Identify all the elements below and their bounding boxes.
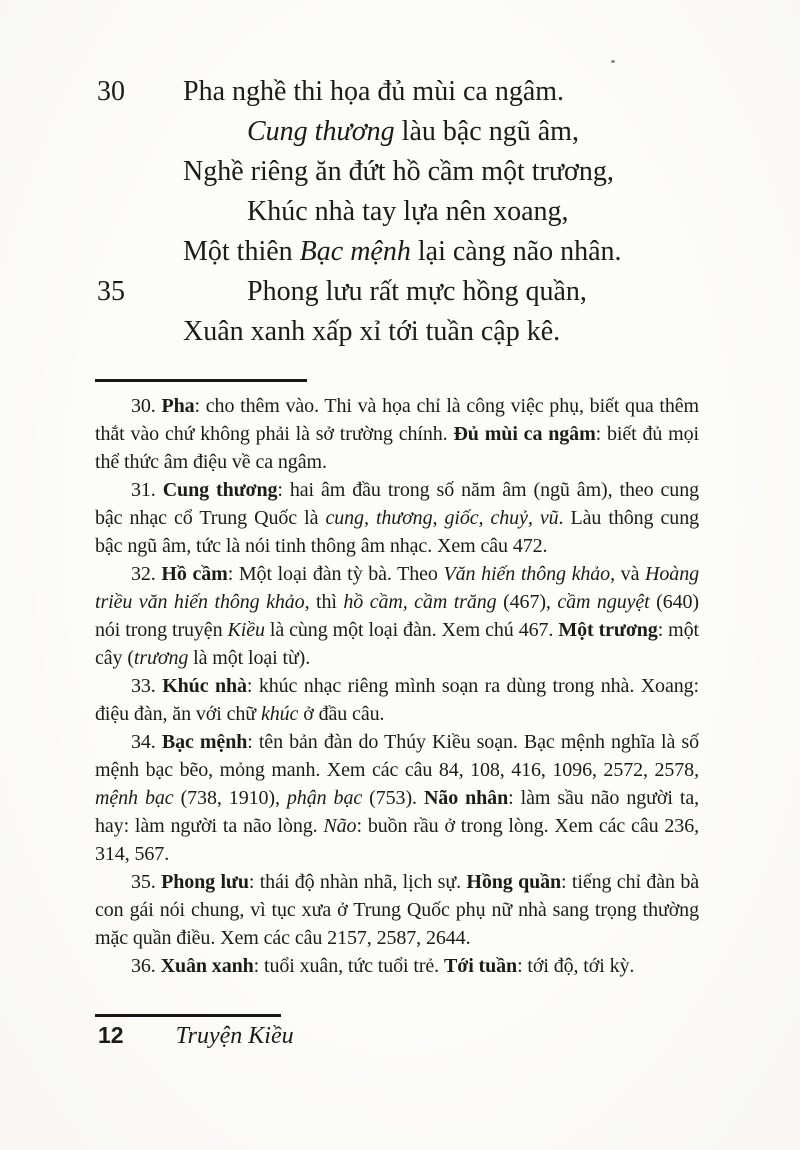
text-run: : tiếng chỉ đàn bà con gái nói chung, vì tục xưa ở Trung Quốc phụ nữ nhà sang trọng thường mặc quần điều. Xem các câu 2157, 2587, 2644. (95, 871, 699, 949)
text-run: Cung thương (247, 116, 395, 147)
footer-row (95, 1022, 699, 1050)
text-run: : hai âm đầu trong số năm âm (ngũ âm), theo cung bậc nhạc cổ Trung Quốc là (95, 479, 700, 529)
text-run: 32. (131, 563, 162, 585)
verse-text (247, 196, 569, 227)
poem-line (95, 312, 699, 352)
verse-text (247, 276, 587, 307)
text-run: 36. (131, 955, 161, 977)
poem-line (95, 272, 699, 312)
text-run: : một cây ( (95, 619, 699, 669)
text-run: cung, thương, giốc, chuỷ, vũ (325, 507, 559, 529)
text-run: : khúc nhạc riêng mình soạn ra dùng trong nhà. Xoang: điệu đàn, ăn với chữ (95, 675, 699, 725)
footnote-32 (95, 560, 699, 672)
text-run: Tới tuần (443, 955, 518, 977)
verse-number: 30 (97, 76, 125, 107)
text-run: : cho thêm vào. Thi và họa chỉ là công việc phụ, biết qua thêm thắt vào chứ không phải là sở trường chính. (95, 395, 699, 445)
verse-number: 35 (97, 276, 125, 307)
text-run: Não nhân (423, 787, 509, 809)
text-run: Kiều (227, 619, 265, 641)
text-run: : tuổi xuân, tức tuổi trẻ. (253, 955, 444, 977)
text-run: Khúc nhà (162, 675, 247, 697)
text-run: là cùng một loại đàn. Xem chú 467. (264, 619, 559, 641)
text-run: Đủ mùi ca ngâm (453, 423, 596, 445)
text-run: ở đầu câu. (298, 703, 385, 725)
verse-text (183, 236, 622, 267)
text-run: mệnh bạc (95, 787, 174, 809)
text-run: cầm nguyệt (557, 591, 650, 613)
text-run: 34. (131, 731, 162, 753)
text-run: Cung thương (162, 479, 278, 501)
footnote-31 (95, 476, 699, 560)
text-run: khúc (260, 703, 299, 725)
page-content (95, 0, 699, 980)
text-run: , thì (304, 591, 344, 613)
text-run: Nghề riêng ăn đứt hồ cầm một trương, (183, 156, 614, 187)
text-run: 31. (131, 479, 163, 501)
book-title: Truyện Kiều (175, 1022, 294, 1049)
text-run: trương (133, 647, 189, 669)
text-run: Pha nghề thi họa đủ mùi ca ngâm. (183, 76, 565, 107)
text-run: Văn hiến thông khảo (443, 563, 611, 585)
text-run: Một trương (558, 619, 658, 641)
text-run: (640) nói trong truyện (95, 591, 699, 641)
poem-line (95, 232, 699, 272)
text-run: hồ cầm, cầm trăng (343, 591, 497, 613)
text-run: Hồ cầm (161, 563, 228, 585)
poem-section (95, 0, 699, 352)
text-run: , và (610, 563, 646, 585)
page-footer (95, 1014, 699, 1050)
poem-line (95, 152, 699, 192)
poem-line (95, 192, 699, 232)
verse-text (183, 76, 564, 107)
text-run: Bạc mệnh (161, 731, 248, 753)
poem-line (95, 112, 699, 152)
text-run: Một thiên (183, 236, 300, 267)
footnote-33 (95, 672, 699, 728)
text-run: Não (323, 815, 357, 837)
text-run: : tên bản đàn do Thúy Kiều soạn. Bạc mệnh nghĩa là số mệnh bạc bẽo, mỏng manh. Xem các câu 84, 108, 416, 1096, 2572, 2578, (95, 731, 699, 781)
text-run: Phong lưu rất mực hồng quần, (247, 276, 587, 307)
text-run: làu bậc ngũ âm, (394, 116, 579, 147)
footnote-30 (95, 392, 699, 476)
footnote-34 (95, 728, 699, 868)
text-run: là một loại từ). (188, 647, 311, 669)
text-run: . Làu thông cung bậc ngũ âm, tức là nói tinh thông âm nhạc. Xem câu 472. (95, 507, 700, 557)
text-run: Xuân xanh xấp xỉ tới tuần cập kê. (183, 316, 561, 347)
verse-text (183, 156, 614, 187)
text-run: 35. (131, 871, 162, 893)
footer-rule (95, 1014, 281, 1017)
text-run: : làm sầu não người ta, hay: làm người ta não lòng. (95, 787, 700, 837)
verse-text (183, 316, 560, 347)
footnote-35 (95, 868, 699, 952)
page-number: 12 (98, 1021, 124, 1048)
text-run: lại càng não nhân. (410, 236, 622, 267)
text-run: (753). (362, 787, 424, 809)
poem-line (95, 72, 699, 112)
text-run: 33. (131, 675, 163, 697)
footnote-36 (95, 952, 699, 980)
text-run: Bạc mệnh (299, 236, 411, 267)
text-run: (738, 1910), (173, 787, 287, 809)
text-run: Pha (161, 395, 195, 417)
text-run: : thái độ nhàn nhã, lịch sự. (248, 871, 467, 893)
text-run: 30. (131, 395, 162, 417)
text-run: : tới độ, tới kỳ. (517, 955, 635, 977)
text-run: phận bạc (286, 787, 363, 809)
text-run: (467), (496, 591, 558, 613)
text-run: : Một loại đàn tỳ bà. Theo (227, 563, 444, 585)
text-run: Hồng quần (466, 871, 562, 893)
text-run: Phong lưu (161, 871, 249, 893)
text-run: Xuân xanh (160, 955, 254, 977)
text-run: : biết đủ mọi thể thức âm điệu về ca ngâm. (95, 423, 699, 473)
text-run: Hoàng triều văn hiến thông khảo (95, 563, 699, 613)
text-run: Khúc nhà tay lựa nên xoang, (247, 196, 569, 227)
footnotes-section (95, 392, 699, 980)
footnote-divider (95, 379, 307, 382)
text-run: : buồn rầu ở trong lòng. Xem các câu 236, 314, 567. (95, 815, 699, 865)
verse-text (247, 116, 579, 147)
